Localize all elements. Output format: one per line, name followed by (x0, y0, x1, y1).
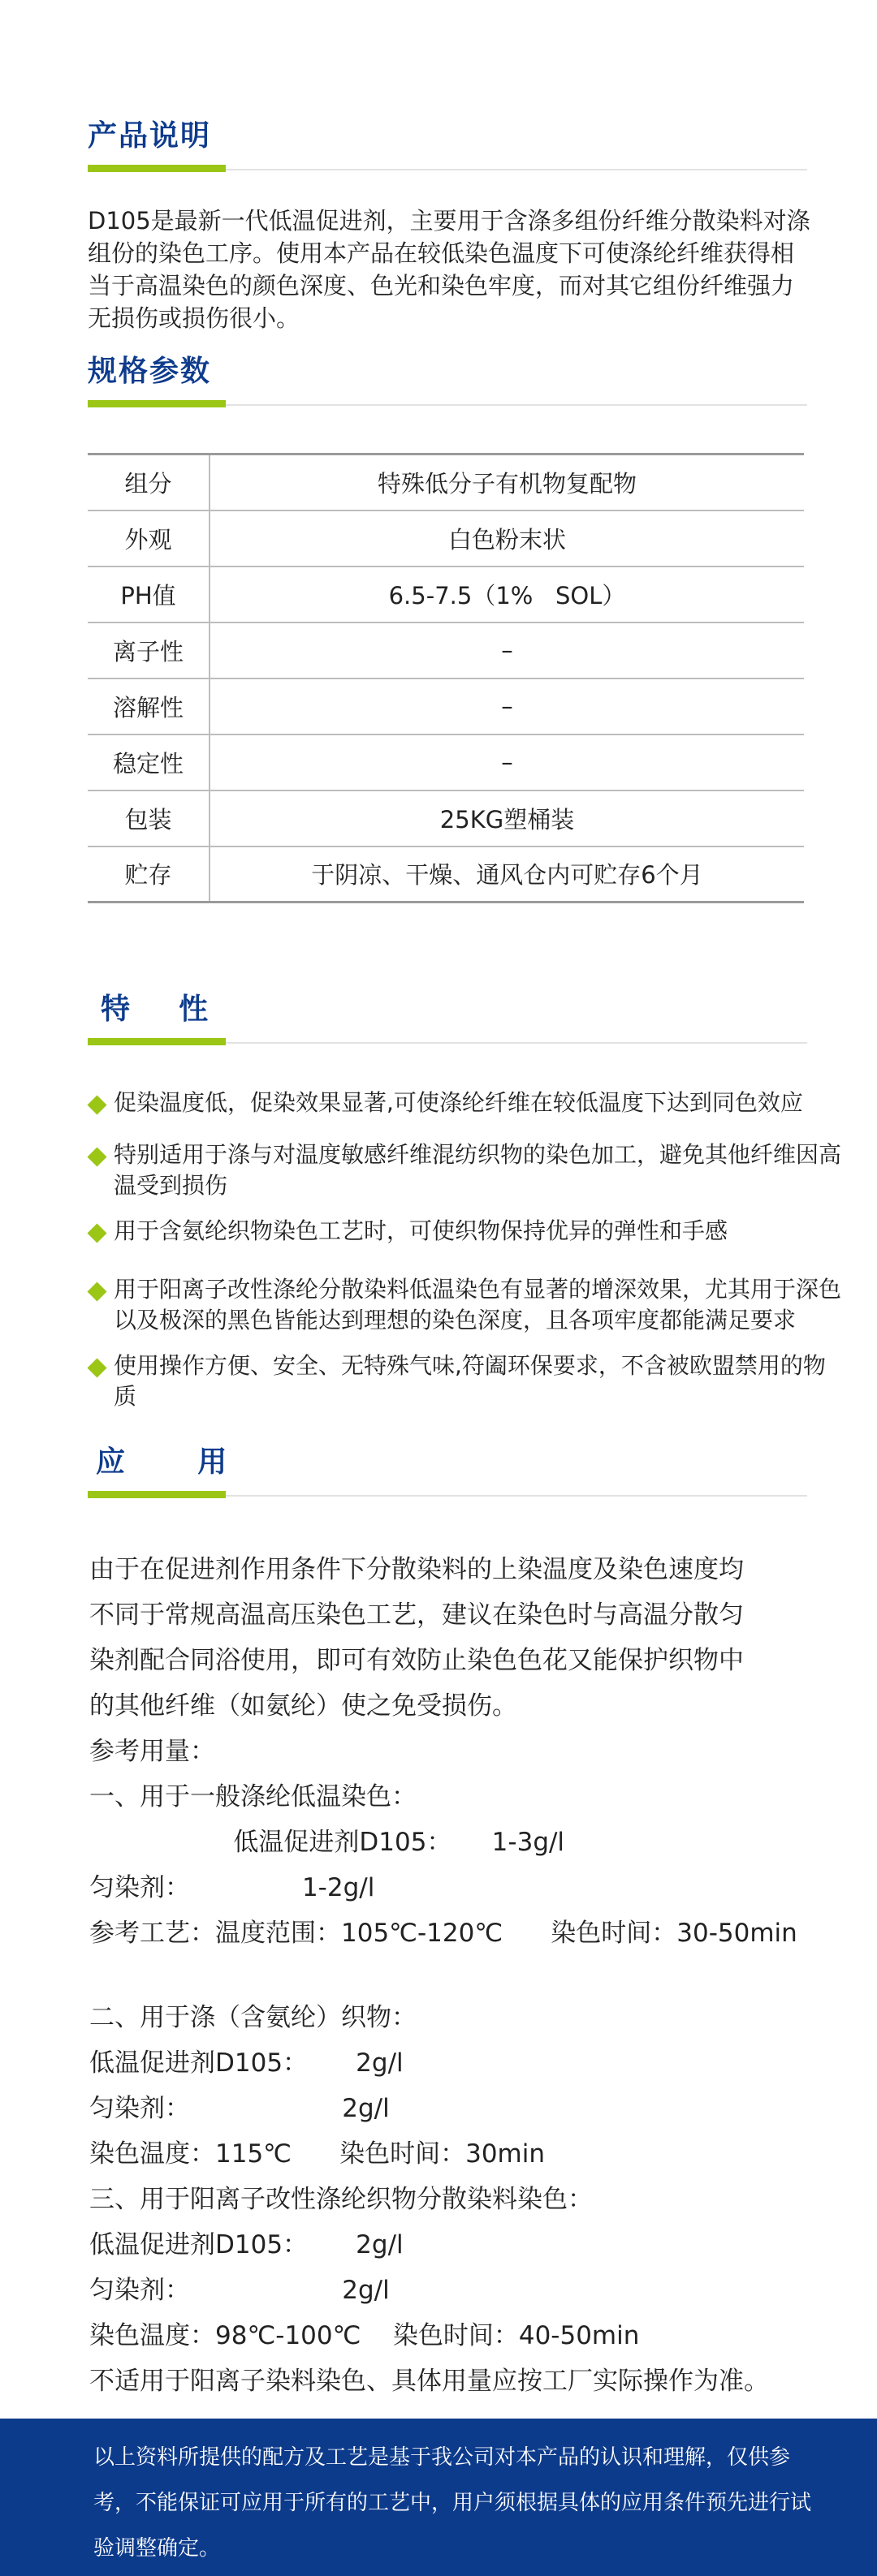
spec-value: 25KG塑桶装 (439, 805, 575, 834)
product-description: D105是最新一代低温促进剂，主要用于含涤多组份纤维分散染料对涤组份的染色工序。使用本产品在较低染色温度下可使涤纶纤维获得相当于高温染色的颜色深度、色光和染色牢度，而对其它组份纤维强力无损伤或损伤很小。 (88, 207, 810, 332)
spec-key: 包装 (88, 790, 210, 846)
disclaimer-footer (0, 2419, 877, 2576)
table-row (88, 454, 804, 510)
accent-bar (88, 165, 226, 172)
accent-bar (88, 400, 226, 407)
spec-value: – (501, 748, 513, 776)
spec-key: 离子性 (88, 622, 210, 678)
section-title: 规格参数 (88, 355, 212, 388)
bullet-diamond-icon (87, 1147, 106, 1166)
spec-table (88, 453, 804, 903)
feature-list (88, 1088, 859, 1412)
bullet-diamond-icon (87, 1282, 106, 1301)
spec-key: 溶解性 (88, 678, 210, 734)
bullet-diamond-icon (87, 1358, 106, 1377)
section-header-specs (88, 351, 807, 407)
application-dosage: 二、用于涤（含氨纶）织物： 低温促进剂D105： 2g/l 匀染剂： 2g/l 染色温度：115℃ 染色时间：30min 三、用于阳离子改性涤纶织物分散染料染色： 低温促进剂D105： 2g/l 匀染剂： 2g/l 染色温度：98℃-100℃ 染色时间：40-50min 不适用于阳离子染料染色、具体用量应按工厂实际操作为准。 (89, 2003, 769, 2396)
spec-key: 贮存 (88, 846, 210, 902)
feature-text: 使用操作方便、安全、无特殊气味,符阖环保要求，不含被欧盟禁用的物质 (114, 1352, 826, 1410)
feature-text: 用于含氨纶织物染色工艺时，可使织物保持优异的弹性和手感 (114, 1217, 728, 1244)
spec-value: 特殊低分子有机物复配物 (377, 469, 637, 498)
spec-value: 于阴凉、干燥、通风仓内可贮存6个月 (311, 861, 703, 890)
spec-value: 白色粉末状 (447, 525, 566, 554)
spec-key: 组分 (88, 454, 210, 510)
section-title: 特 性 (101, 993, 210, 1026)
spec-key: 外观 (88, 510, 210, 566)
table-row (88, 790, 804, 846)
table-row (88, 678, 804, 734)
feature-text: 促染温度低，促染效果显著,可使涤纶纤维在较低温度下达到同色效应 (114, 1089, 803, 1116)
section-title: 应 用 (96, 1445, 229, 1479)
accent-bar (88, 1491, 226, 1498)
accent-bar (88, 1038, 226, 1045)
application-instructions: 由于在促进剂作用条件下分散染料的上染温度及染色速度均 不同于常规高温高压染色工艺，建议在染色时与高温分散匀 染剂配合同浴使用，即可有效防止染色色花又能保护织物中 的其他纤维（如氨纶）使之免受损伤。 参考用量： 一、用于一般涤纶低温染色： 低温促进剂D105： 1-3g/l 匀染剂： 1-2g/l 参考工艺：温度范围：105℃-120℃ 染色时间：30-50min (89, 1555, 797, 1948)
spec-key: 稳定性 (88, 734, 210, 790)
section-header-features (88, 989, 807, 1045)
section-title: 产品说明 (88, 119, 212, 153)
bullet-diamond-icon (87, 1095, 106, 1114)
section-header-application (88, 1441, 807, 1498)
list-item (88, 1216, 859, 1247)
table-row (88, 622, 804, 678)
spec-value: – (501, 692, 513, 720)
spec-value: – (501, 636, 513, 664)
list-item (88, 1088, 859, 1118)
table-row (88, 566, 804, 622)
table-row (88, 846, 804, 902)
bullet-diamond-icon (87, 1223, 106, 1243)
list-item (88, 1274, 859, 1336)
spec-value: 6.5-7.5（1% SOL） (388, 581, 626, 610)
list-item (88, 1350, 835, 1412)
table-row (88, 734, 804, 790)
spec-key: PH值 (88, 566, 210, 622)
feature-text: 用于阳离子改性涤纶分散染料低温染色有显著的增深效果，尤其用于深色以及极深的黑色皆能达到理想的染色深度，且各项牢度都能满足要求 (114, 1276, 842, 1333)
list-item (88, 1139, 859, 1201)
disclaimer-text: 以上资料所提供的配方及工艺是基于我公司对本产品的认识和理解，仅供参考，不能保证可应用于所有的工艺中，用户须根据具体的应用条件预先进行试验调整确定。 (93, 2445, 812, 2561)
section-header-description (88, 115, 807, 172)
table-row (88, 510, 804, 566)
feature-text: 特别适用于涤与对温度敏感纤维混纺织物的染色加工，避免其他纤维因高温受到损伤 (114, 1141, 842, 1199)
